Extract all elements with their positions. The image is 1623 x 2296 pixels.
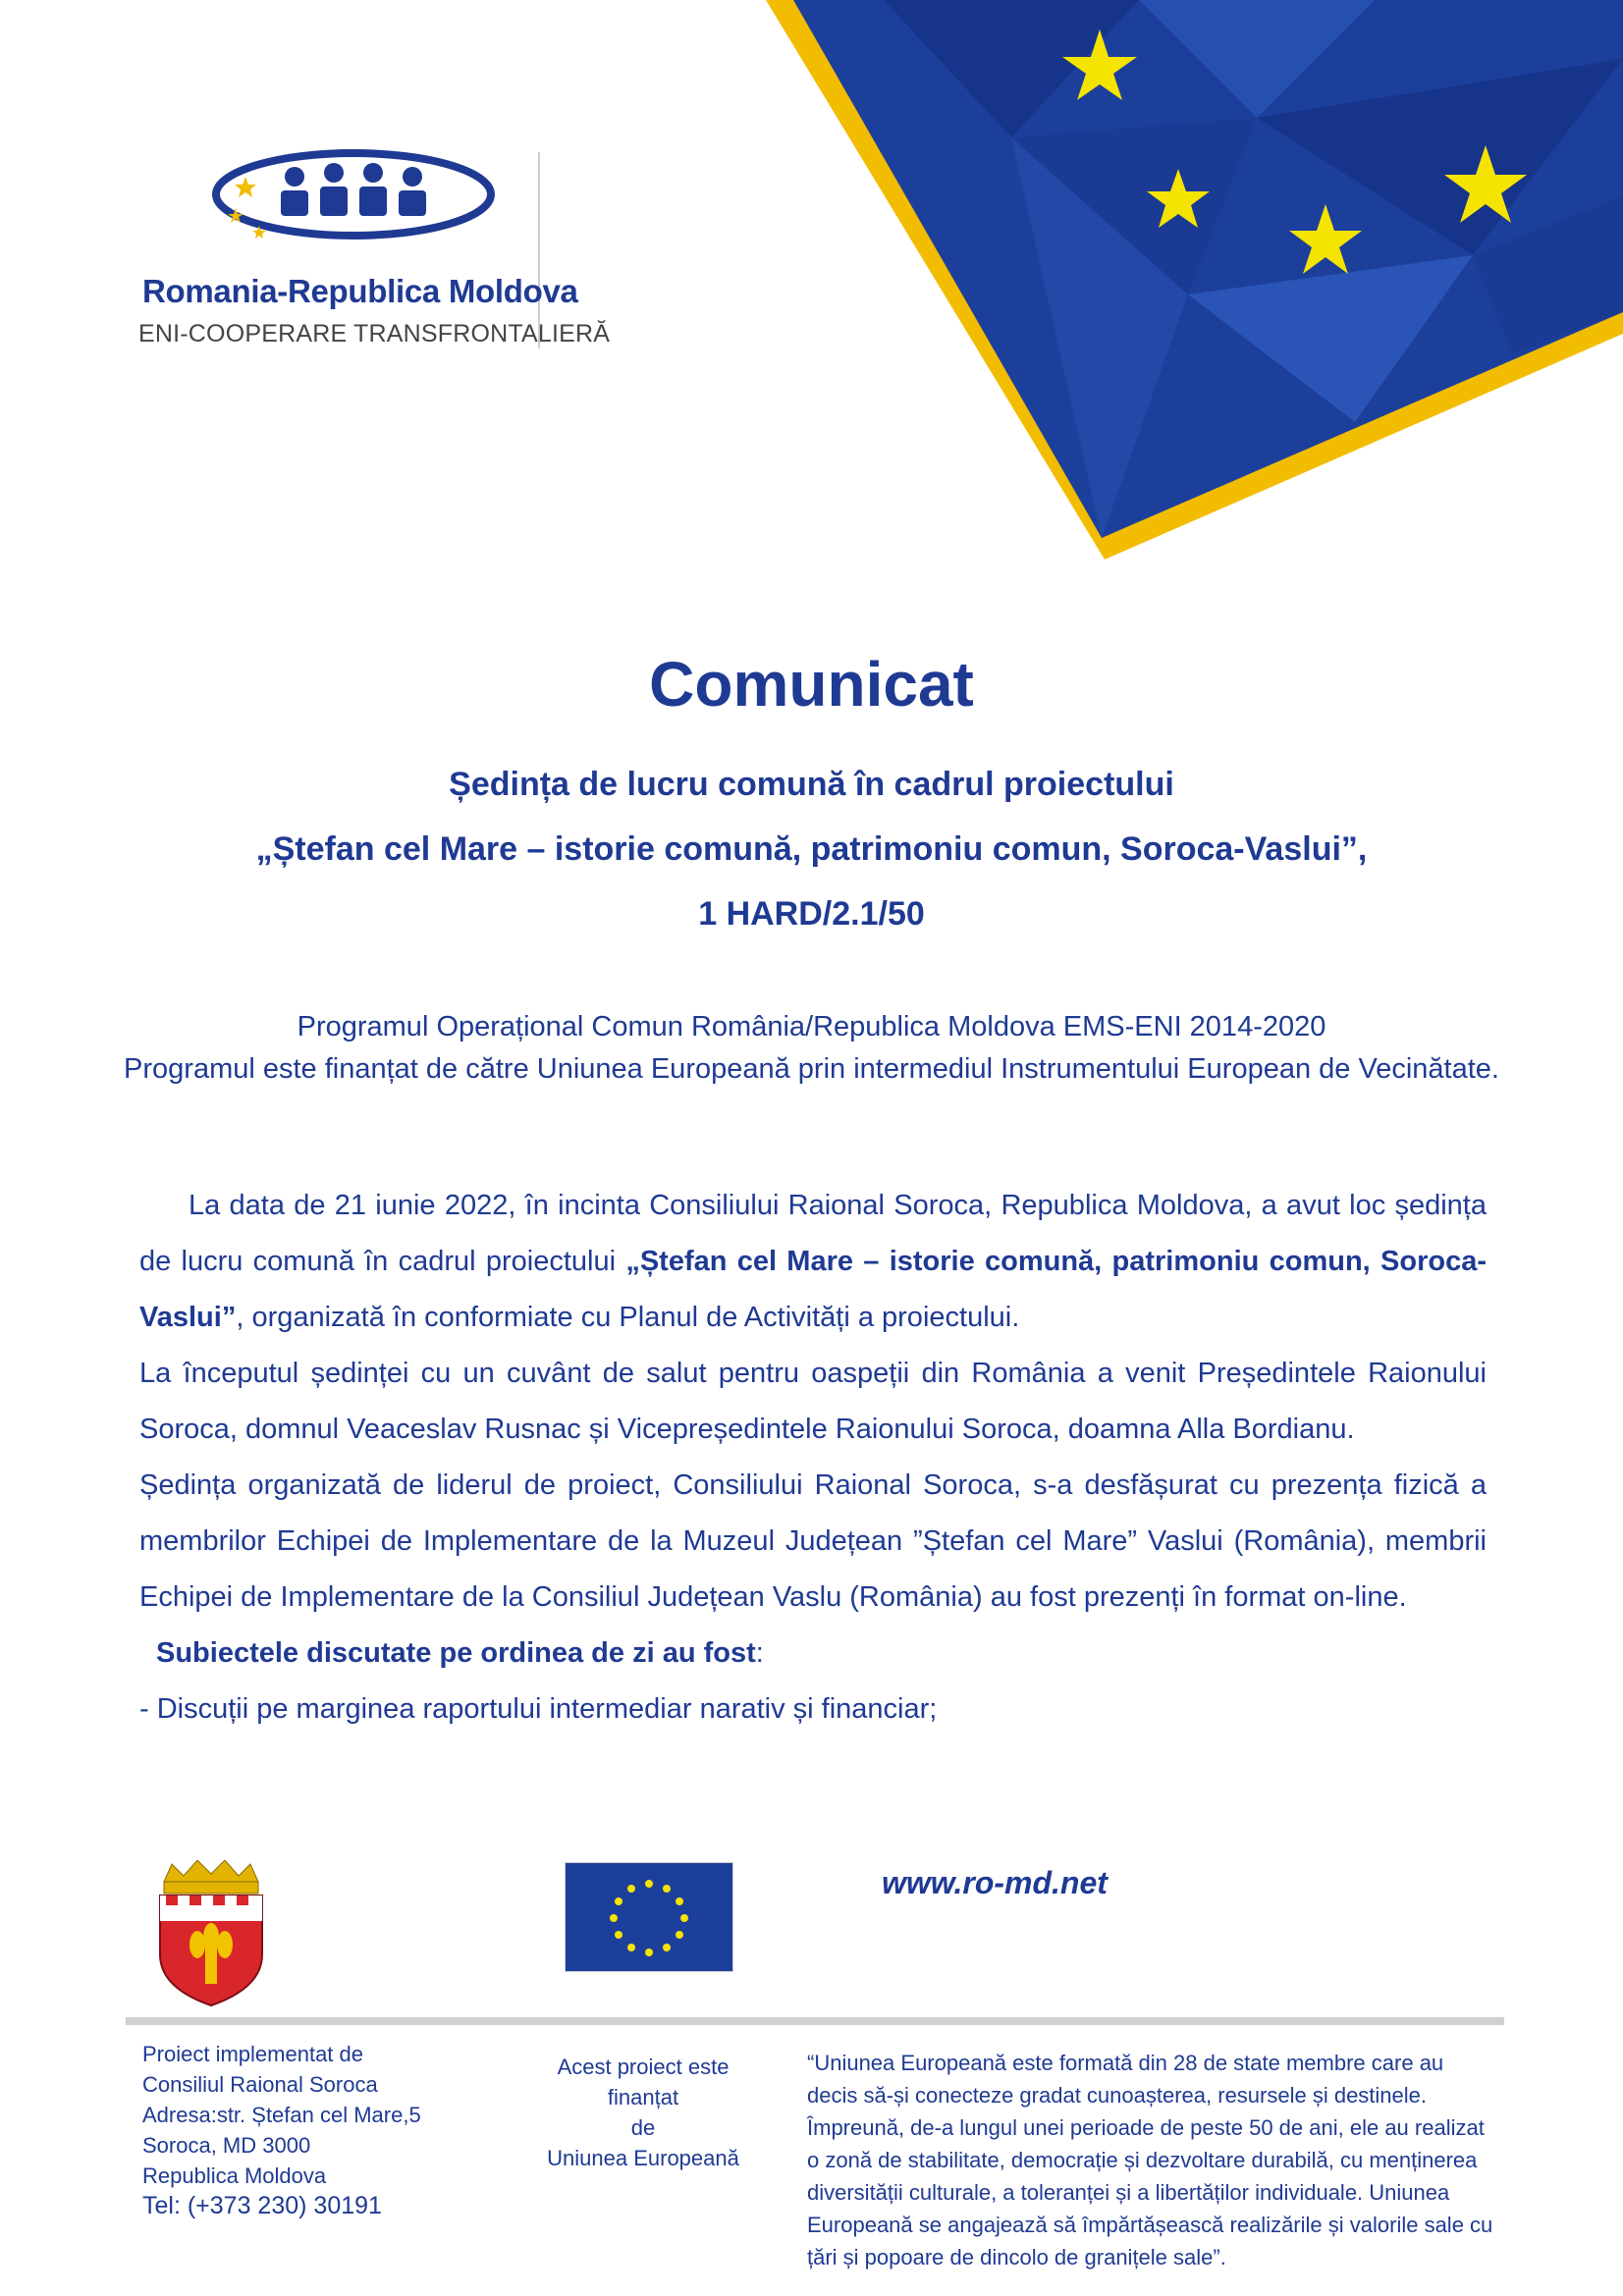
paragraph-2: La începutul ședinței cu un cuvânt de salut pentru oaspeții din România a venit Președintele Raionului Soroca, domnul Veaceslav Rusnac și Vicepreședintele Raionului Soroca, doamna Alla Bordianu. (139, 1358, 1487, 1445)
paragraph-1-start: La data de 21 iunie 2022, în incinta Consiliului Raional Soroca, Republica Moldova, a avut loc ședința de lucru comună în cadrul proiectului (139, 1190, 1487, 1277)
eu-corner-graphic (766, 0, 1623, 569)
footer-funding-block (520, 2052, 766, 2173)
list-item: - Discuții pe marginea raportului intermediar narativ și financiar; (139, 1693, 938, 1725)
footer-eu-statement: “Uniunea Europeană este formată din 28 de state membre care au decis să-și conecteze gradat cunoașterea, resursele și destinele. Împreună, de-a lungul unei perioade de peste 50 de ani, ele au realizat o zonă de stabilitate, democrație și dezvoltare durabilă, cu menținerea diversității culturale, a toleranței și a libertăților individuale. Uniunea Europeană se angajează să împărtășească realizările și valorile sale cu țări și popoare de dincolo de granițele sale”. (807, 2051, 1493, 2269)
subjects-heading-colon: : (755, 1637, 764, 1669)
paragraph-1-end: , organizată în conformiate cu Planul de Activități a proiectului. (236, 1302, 1020, 1333)
subjects-heading (139, 1626, 1487, 1682)
soroca-coat-of-arms-icon (152, 1860, 270, 2007)
eu-flag-icon (565, 1862, 733, 1972)
paragraph-1 (139, 1178, 1487, 1346)
footer-contact-line: Soroca, MD 3000 (142, 2133, 311, 2158)
program-line-2: Programul este finanțat de către Uniunea Europeană prin intermediul Instrumentului European de Vecinătate. (124, 1053, 1499, 1085)
footer-contact-line: Adresa:str. Ștefan cel Mare,5 (142, 2103, 421, 2127)
footer-contact-block (142, 2039, 466, 2221)
paragraph-3: Ședința organizată de liderul de proiect, Consiliului Raional Soroca, s-a desfășurat cu prezența fizică a membrilor Echipei de Implementare de la Muzeul Județean ”Ștefan cel Mare” Vaslui (România), membrii Echipei de Implementare de la Consiliul Județean Vaslu (România) au fost prezenți în format on-line. (139, 1469, 1487, 1613)
website-link[interactable]: www.ro-md.net (882, 1865, 1108, 1900)
footer-funding-line: de (630, 2115, 656, 2140)
footer-funding-line: Uniunea Europeană (547, 2146, 739, 2170)
page-title: Comunicat (649, 649, 974, 720)
footer-contact-line: Consiliul Raional Soroca (142, 2072, 378, 2097)
logo-title: Romania-Republica Moldova (142, 273, 578, 309)
project-name: „Ștefan cel Mare – istorie comună, patrimoniu comun, Soroca-Vaslui” (139, 1246, 1487, 1333)
subjects-heading-text: Subiectele discutate pe ordinea de zi au fost (156, 1637, 756, 1669)
footer-divider (126, 2017, 1504, 2025)
logo-divider (538, 152, 540, 348)
subtitle-line-2: „Ștefan cel Mare – istorie comună, patrimoniu comun, Soroca-Vaslui”, (255, 830, 1368, 868)
footer-contact-line: Republica Moldova (142, 2163, 327, 2188)
logo-subtitle: ENI-COOPERARE TRANSFRONTALIERĂ (138, 320, 611, 347)
project-code: 1 HARD/2.1/50 (698, 895, 925, 933)
body-text (139, 1178, 1487, 1737)
program-line-1: Programul Operațional Comun România/Republica Moldova EMS-ENI 2014-2020 (297, 1011, 1326, 1042)
subtitle-line-1: Ședința de lucru comună în cadrul proiectului (449, 766, 1174, 803)
footer-funding-line: Acest proiect este finanțat (557, 2055, 730, 2109)
footer-contact-line: Proiect implementat de (142, 2042, 363, 2066)
footer-phone: Tel: (+373 230) 30191 (142, 2192, 382, 2219)
